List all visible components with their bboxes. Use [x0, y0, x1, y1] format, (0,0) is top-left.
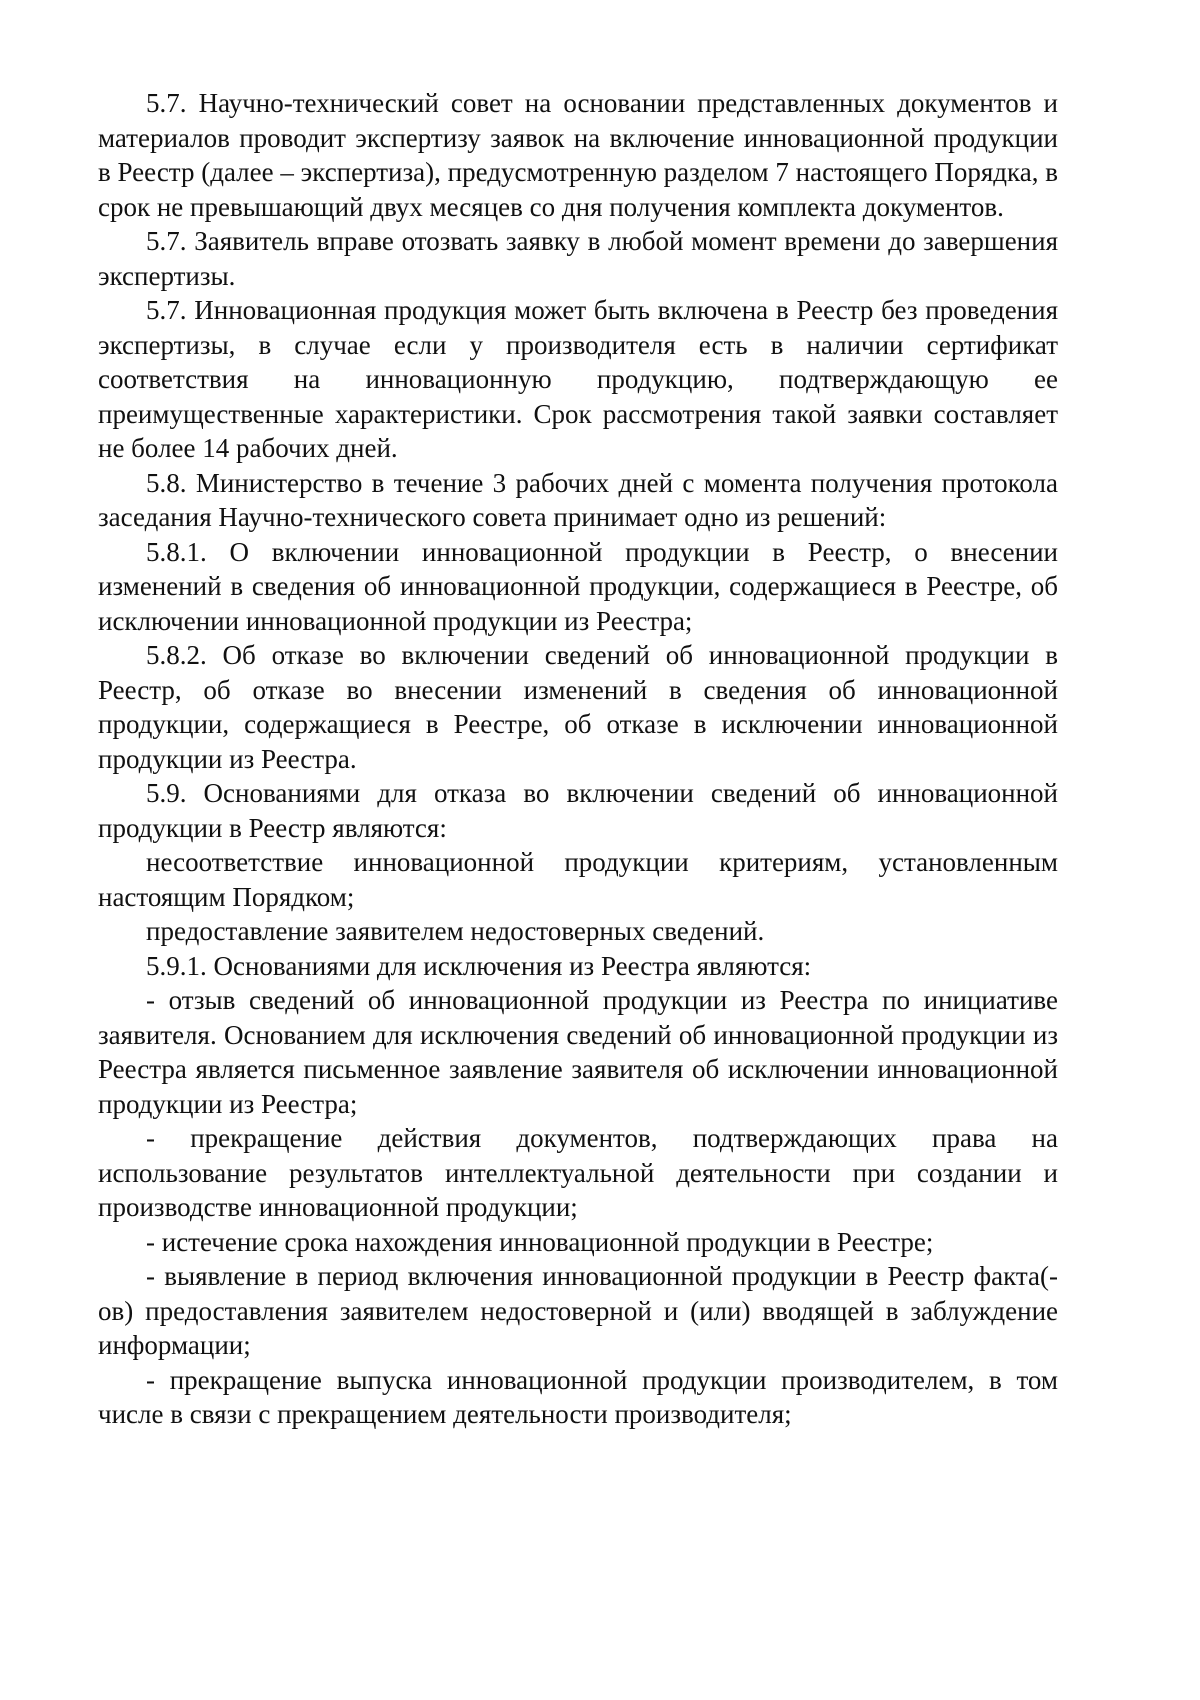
paragraph-5-9-1: 5.9.1. Основаниями для исключения из Реестра являются: [146, 950, 812, 981]
list-item-term-expiry: - истечение срока нахождения инновационной продукции в Реестре; [146, 1226, 934, 1257]
paragraph-5-7-withdraw: 5.7. Заявитель вправе отозвать заявку в любой момент времени до завершения экспертизы. [98, 226, 1058, 291]
paragraph-5-7-without-expertise: 5.7. Инновационная продукция может быть включена в Реестр без проведения экспертизы, в случае если у производителя есть в наличии сертификат соответствия на инновационную продукцию, подтверждающую ее преимущественные характеристики. Срок рассмотрения такой заявки составляет не более 14 рабочих дней. [98, 295, 1058, 463]
document-body [98, 86, 1058, 1432]
paragraph-5-9-reason-2: предоставление заявителем недостоверных сведений. [146, 916, 765, 946]
paragraph-5-9: 5.9. Основаниями для отказа во включении сведений об инновационной продукции в Реестр являются: [98, 778, 1058, 843]
paragraph-5-7-expertise: 5.7. Научно-технический совет на основании представленных документов и материалов проводит экспертизу заявок на включение инновационной продукции в Реестр (далее – экспертиза), предусмотренную разделом 7 настоящего Порядка, в срок не превышающий двух месяцев со дня получения комплекта документов. [98, 88, 1058, 222]
paragraph-5-8-1: 5.8.1. О включении инновационной продукции в Реестр, о внесении изменений в сведения об инновационной продукции, содержащиеся в Реестре, об исключении инновационной продукции из Реестра; [98, 536, 1058, 636]
list-item-termination-documents: - прекращение действия документов, подтверждающих права на использование результатов интеллектуальной деятельности при создании и производстве инновационной продукции; [98, 1123, 1058, 1222]
list-item-withdrawal: - отзыв сведений об инновационной продукции из Реестра по инициативе заявителя. Основанием для исключения сведений об инновационной продукции из Реестра является письменное заявление заявителя об исключении инновационной продукции из Реестра; [98, 985, 1058, 1119]
paragraph-5-8-2: 5.8.2. Об отказе во включении сведений об инновационной продукции в Реестр, об отказе во внесении изменений в сведения об инновационной продукции, содержащиеся в Реестре, об отказе в исключении инновационной продукции из Реестра. [98, 640, 1058, 774]
paragraph-5-8: 5.8. Министерство в течение 3 рабочих дней с момента получения протокола заседания Научно-технического совета принимает одно из решений: [98, 467, 1058, 532]
list-item-production-stopped: - прекращение выпуска инновационной продукции производителем, в том числе в связи с прекращением деятельности производителя; [98, 1364, 1058, 1429]
paragraph-5-9-reason-1: несоответствие инновационной продукции критериям, установленным настоящим Порядком; [98, 847, 1058, 912]
list-item-false-information: - выявление в период включения инновационной продукции в Реестр факта(-ов) предоставления заявителем недостоверной и (или) вводящей в заблуждение информации; [98, 1261, 1058, 1360]
